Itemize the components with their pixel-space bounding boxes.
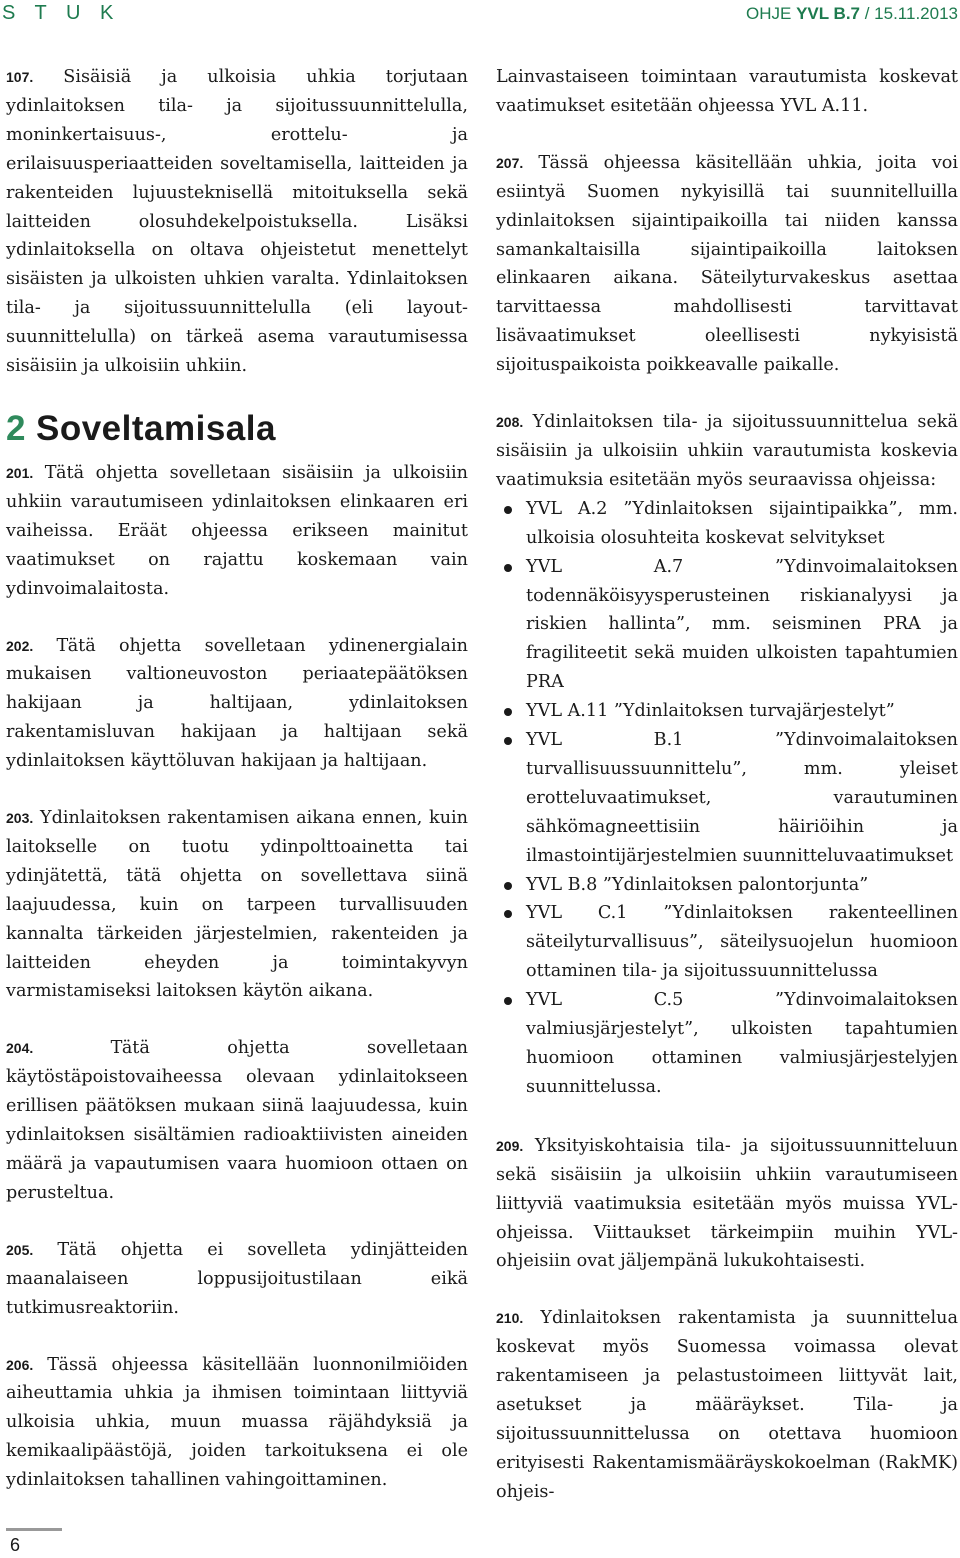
list-item: YVL A.11 ”Ydinlaitoksen turvajärjestelyt” [496, 697, 958, 726]
guide-date: / 15.11.2013 [860, 4, 958, 23]
paragraph-number: 202. [6, 637, 34, 654]
paragraph-text: Sisäisiä ja ulkoisia uhkia torjutaan ydinlaitoksen tila- ja sijoitussuunnittelulla, moninkertaisuus-, erottelu- ja erilaisuusperiaatteiden soveltamisella, laitteiden ja rakenteiden lujuusteknisellä mitoituksella sekä laitteiden olosuhdekelpoistuksella. Lisäksi ydinlaitoksella on oltava ohjeistetut menettelyt sisäisten ja ulkoisten uhkien varalta. Ydinlaitoksen tila- ja sijoitussuunnittelulla (eli layout-suunnittelulla) on tärkeä asema varautumisessa sisäisiin ja ulkoisiin uhkiin. [6, 67, 469, 377]
paragraph-204 [6, 1034, 468, 1207]
list-item: YVL B.1 ”Ydinvoimalaitoksen turvallisuussuunnittelu”, mm. yleiset erotteluvaatimukset, varautuminen sähkömagneettisiin häiriöihin ja ilmastointijärjestelmien suunnitteluvaatimukset [496, 726, 958, 871]
paragraph-number: 204. [6, 1040, 34, 1057]
paragraph-text: Tässä ohjeessa käsitellään uhkia, joita voi esiintyä Suomen nykyisillä tai suunnitelluilla ydinlaitoksen sijaintipaikoilla tai niiden kanssa samankaltaisilla sijaintipaikoilla laitoksen elinkaaren aikana. Säteilyturvakeskus asettaa tarvittaessa mahdollisesti tarvittavat lisävaatimukset oleellisesti nykyisistä sijoituspaikoista poikkeavalle paikalle. [496, 152, 958, 376]
right-column [496, 63, 958, 1535]
paragraph-text: Tätä ohjetta sovelletaan sisäisiin ja ulkoisiin uhkiin varautumiseen ydinlaitoksen elinkaaren eri vaiheissa. Eräät ohjeessa erikseen mainitut vaatimukset on rajattu koskemaan vain ydinvoimalaitosta. [6, 462, 468, 599]
paragraph-201 [6, 459, 468, 604]
paragraph-number: 207. [496, 154, 524, 171]
paragraph-number: 206. [6, 1356, 34, 1373]
paragraph-107 [6, 63, 468, 381]
page-header [0, 0, 960, 30]
paragraph-text: Tätä ohjetta ei sovelleta ydinjätteiden maanalaiseen loppusijoitustilaan eikä tutkimusreaktoriin. [6, 1239, 469, 1318]
paragraph-209 [496, 1132, 958, 1277]
section-number: 2 [6, 408, 26, 448]
paragraph-202 [6, 632, 468, 777]
paragraph-number: 203. [6, 810, 34, 827]
paragraph-text: Tätä ohjetta sovelletaan ydinenergialain mukaisen valtioneuvoston periaatepäätöksen hakijaan ja haltijaan, ydinlaitoksen rakentamisluvan hakijaan ja haltijaan sekä ydinlaitoksen käyttöluvan hakijaan ja haltijaan. [6, 635, 469, 772]
paragraph-text: Tätä ohjetta sovelletaan käytöstäpoistovaiheessa olevaan ydinlaitokseen erillisen päätöksen mukaan siinä laajuudessa, kuin ydinlaitoksen sisältämien radioaktiivisten aineiden määrä ja vapautumisen vaara huomioon ottaen on perusteltua. [6, 1038, 468, 1203]
paragraph-text: Ydinlaitoksen rakentamista ja suunnittelua koskevat myös Suomessa voimassa olevat rakentamiseen ja pelastustoimeen liittyvät lait, asetukset ja määräykset. Tila- ja sijoitussuunnittelussa on otettava huomioon erityisesti Rakentamismääräyskokoelman (RakMK) ohjeis- [496, 1308, 959, 1502]
paragraph-210 [496, 1304, 958, 1506]
guide-prefix: OHJE [746, 4, 797, 23]
continued-paragraph: Lainvastaiseen toimintaan varautumista koskevat vaatimukset esitetään ohjeessa YVL A.11. [496, 67, 958, 116]
list-item: YVL A.7 ”Ydinvoimalaitoksen todennäköisyysperusteinen riskianalyysi ja riskien hallinta”, mm. seisminen PRA ja fragiliteetit sekä muiden ulkoisten tapahtumien PRA [496, 553, 958, 698]
paragraph-203 [6, 804, 468, 1006]
paragraph-number: 201. [6, 464, 34, 481]
paragraph-text: Yksityiskohtaisia tila- ja sijoitussuunnitteluun sekä sisäisiin ja ulkoisiin uhkiin varautumiseen liittyviä vaatimuksia esitetään myös muissa YVL-ohjeissa. Viittaukset tärkeimpiin muihin YVL-ohjeisiin ovat jäljempänä lukukohtaisesti. [496, 1135, 958, 1272]
left-column [6, 63, 468, 1523]
list-item: YVL B.8 ”Ydinlaitoksen palontorjunta” [496, 871, 958, 900]
paragraph-208 [496, 408, 958, 495]
paragraph-number: 208. [496, 414, 524, 431]
footer-divider [6, 1528, 62, 1531]
paragraph-number: 209. [496, 1137, 524, 1154]
list-item: YVL A.2 ”Ydinlaitoksen sijaintipaikka”, mm. ulkoisia olosuhteita koskevat selvitykset [496, 495, 958, 553]
document-identifier [746, 4, 958, 24]
section-heading [6, 407, 468, 451]
referenced-guides-list [496, 495, 958, 1102]
paragraph-205 [6, 1236, 468, 1323]
paragraph-number: 205. [6, 1241, 34, 1258]
paragraph-text: Ydinlaitoksen rakentamisen aikana ennen, kuin laitokselle on tuotu ydinpolttoainetta tai ydinjätettä, tätä ohjetta on sovellettava siinä laajuudessa, kuin on tarpeen turvallisuuden kannalta tärkeiden järjestelmien, rakenteiden ja laitteiden eheyden ja toimintakyvyn varmistamiseksi laitoksen käytön aikana. [6, 808, 469, 1002]
publisher-name: S T U K [2, 2, 121, 24]
paragraph-207 [496, 149, 958, 380]
guide-code: YVL B.7 [796, 4, 860, 23]
list-item: YVL C.1 ”Ydinlaitoksen rakenteellinen säteilyturvallisuus”, säteilysuojelun huomioon ottaminen tila- ja sijoitussuunnittelussa [496, 899, 958, 986]
paragraph-text: Ydinlaitoksen tila- ja sijoitussuunnittelua sekä sisäisiin ja ulkoisiin uhkiin varautumista koskevia vaatimuksia esitetään myös seuraavissa ohjeissa: [496, 412, 959, 490]
page-number: 6 [10, 1535, 21, 1555]
paragraph-number: 210. [496, 1310, 524, 1327]
paragraph-206 [6, 1351, 468, 1496]
section-title: Soveltamisala [35, 408, 276, 448]
paragraph-text: Tässä ohjeessa käsitellään luonnonilmiöiden aiheuttamia uhkia ja ihmisen toimintaan liittyviä ulkoisia uhkia, muun muassa räjähdyksiä ja kemikaalipäästöjä, joiden tarkoituksena ei ole ydinlaitoksen tahallinen vahingoittaminen. [6, 1354, 469, 1491]
list-item: YVL C.5 ”Ydinvoimalaitoksen valmiusjärjestelyt”, ulkoisten tapahtumien huomioon ottaminen valmiusjärjestelyjen suunnittelussa. [496, 986, 958, 1102]
paragraph-number: 107. [6, 69, 34, 85]
